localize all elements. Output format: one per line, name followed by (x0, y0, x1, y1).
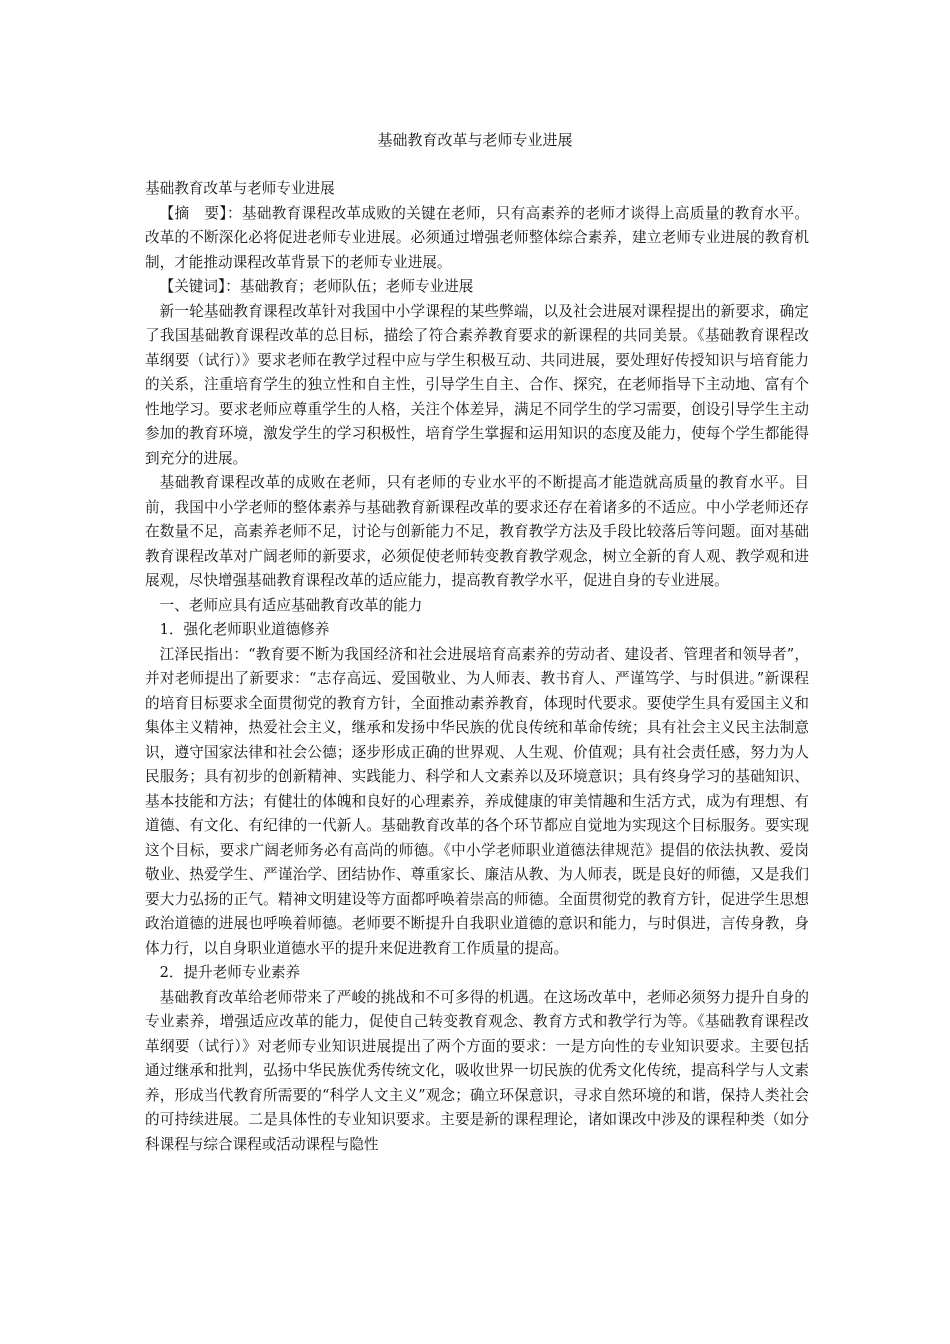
abstract-paragraph: 【摘 要】：基础教育课程改革成败的关键在老师，只有高素养的老师才谈得上高质量的教育水平。改革的不断深化必将促进老师专业进展。必须通过增强老师整体综合素养，建立老师专业进展的教育机制，才能推动课程改革背景下的老师专业进展。 (145, 204, 809, 271)
body-paragraph-1: 新一轮基础教育课程改革针对我国中小学课程的某些弊端，以及社会进展对课程提出的新要求，确定了我国基础教育课程改革的总目标，描绘了符合素养教育要求的新课程的共同美景。《基础教育课程改革纲要（试行）》要求老师在教学过程中应与学生积极互动、共同进展，要处理好传授知识与培育能力的关系，注重培育学生的独立性和自主性，引导学生自主、合作、探究，在老师指导下主动地、富有个性地学习。要求老师应尊重学生的人格，关注个体差异，满足不同学生的学习需要，创设引导学生主动参加的教育环境，激发学生的学习积极性，培育学生掌握和运用知识的态度及能力，使每个学生都能得到充分的进展。 (145, 302, 809, 467)
subsection-heading-2: 2．提升老师专业素养 (159, 964, 301, 981)
document-subtitle: 基础教育改革与老师专业进展 (145, 180, 335, 197)
keywords-paragraph: 【关键词】：基础教育；老师队伍；老师专业进展 (159, 278, 474, 295)
section-heading-1: 一、老师应具有适应基础教育改革的能力 (159, 596, 423, 614)
body-paragraph-2: 基础教育课程改革的成败在老师，只有老师的专业水平的不断提高才能造就高质量的教育水平。目前，我国中小学老师的整体素养与基础教育新课程改革的要求还存在着诸多的不适应。中小学老师还存在数量不足，高素养老师不足，讨论与创新能力不足，教育教学方法及手段比较落后等问题。面对基础教育课程改革对广阔老师的新要求，必须促使老师转变教育教学观念，树立全新的育人观、教学观和进展观，尽快增强基础教育课程改革的适应能力，提高教育教学水平，促进自身的专业进展。 (145, 474, 809, 589)
document-title: 基础教育改革与老师专业进展 (377, 131, 573, 149)
subsection-heading-1: 1．强化老师职业道德修养 (159, 621, 330, 638)
document-body (145, 177, 809, 1157)
body-paragraph-4: 基础教育改革给老师带来了严峻的挑战和不可多得的机遇。在这场改革中，老师必须努力提升自身的专业素养，增强适应改革的能力，促使自己转变教育观念、教育方式和教学行为等。《基础教育课程改革纲要（试行）》对老师专业知识进展提出了两个方面的要求：一是方向性的专业知识要求。主要包括通过继承和批判，弘扬中华民族优秀传统文化，吸收世界一切民族的优秀文化传统，提高科学与人文素养，形成当代教育所需要的“科学人文主义”观念；确立环保意识，寻求自然环境的和谐，保持人类社会的可持续进展。二是具体性的专业知识要求。主要是新的课程理论，诸如课改中涉及的课程种类（如分科课程与综合课程或活动课程与隐性 (145, 988, 809, 1153)
body-paragraph-3: 江泽民指出：“教育要不断为我国经济和社会进展培育高素养的劳动者、建设者、管理者和领导者”，并对老师提出了新要求：“志存高远、爱国敬业、为人师表、教书育人、严谨笃学、与时俱进。”新课程的培育目标要求全面贯彻党的教育方针，全面推动素养教育，体现时代要求。要使学生具有爱国主义和集体主义精神，热爱社会主义，继承和发扬中华民族的优良传统和革命传统；具有社会主义民主法制意识，遵守国家法律和社会公德；逐步形成正确的世界观、人生观、价值观；具有社会责任感，努力为人民服务；具有初步的创新精神、实践能力、科学和人文素养以及环境意识；具有终身学习的基础知识、基本技能和方法；有健壮的体魄和良好的心理素养，养成健康的审美情趣和生活方式，成为有理想、有道德、有文化、有纪律的一代新人。基础教育改革的各个环节都应自觉地为实现这个目标服务。要实现这个目标，要求广阔老师务必有高尚的师德。《中小学老师职业道德法律规范》提倡的依法执教、爱岗敬业、热爱学生、严谨治学、团结协作、尊重家长、廉洁从教、为人师表，既是良好的师德，又是我们要大力弘扬的正气。精神文明建设等方面都呼唤着崇高的师德。全面贯彻党的教育方针，促进学生思想政治道德的进展也呼唤着师德。老师要不断提升自我职业道德的意识和能力，与时俱进，言传身教，身体力行，以自身职业道德水平的提升来促进教育工作质量的提高。 (145, 645, 809, 957)
